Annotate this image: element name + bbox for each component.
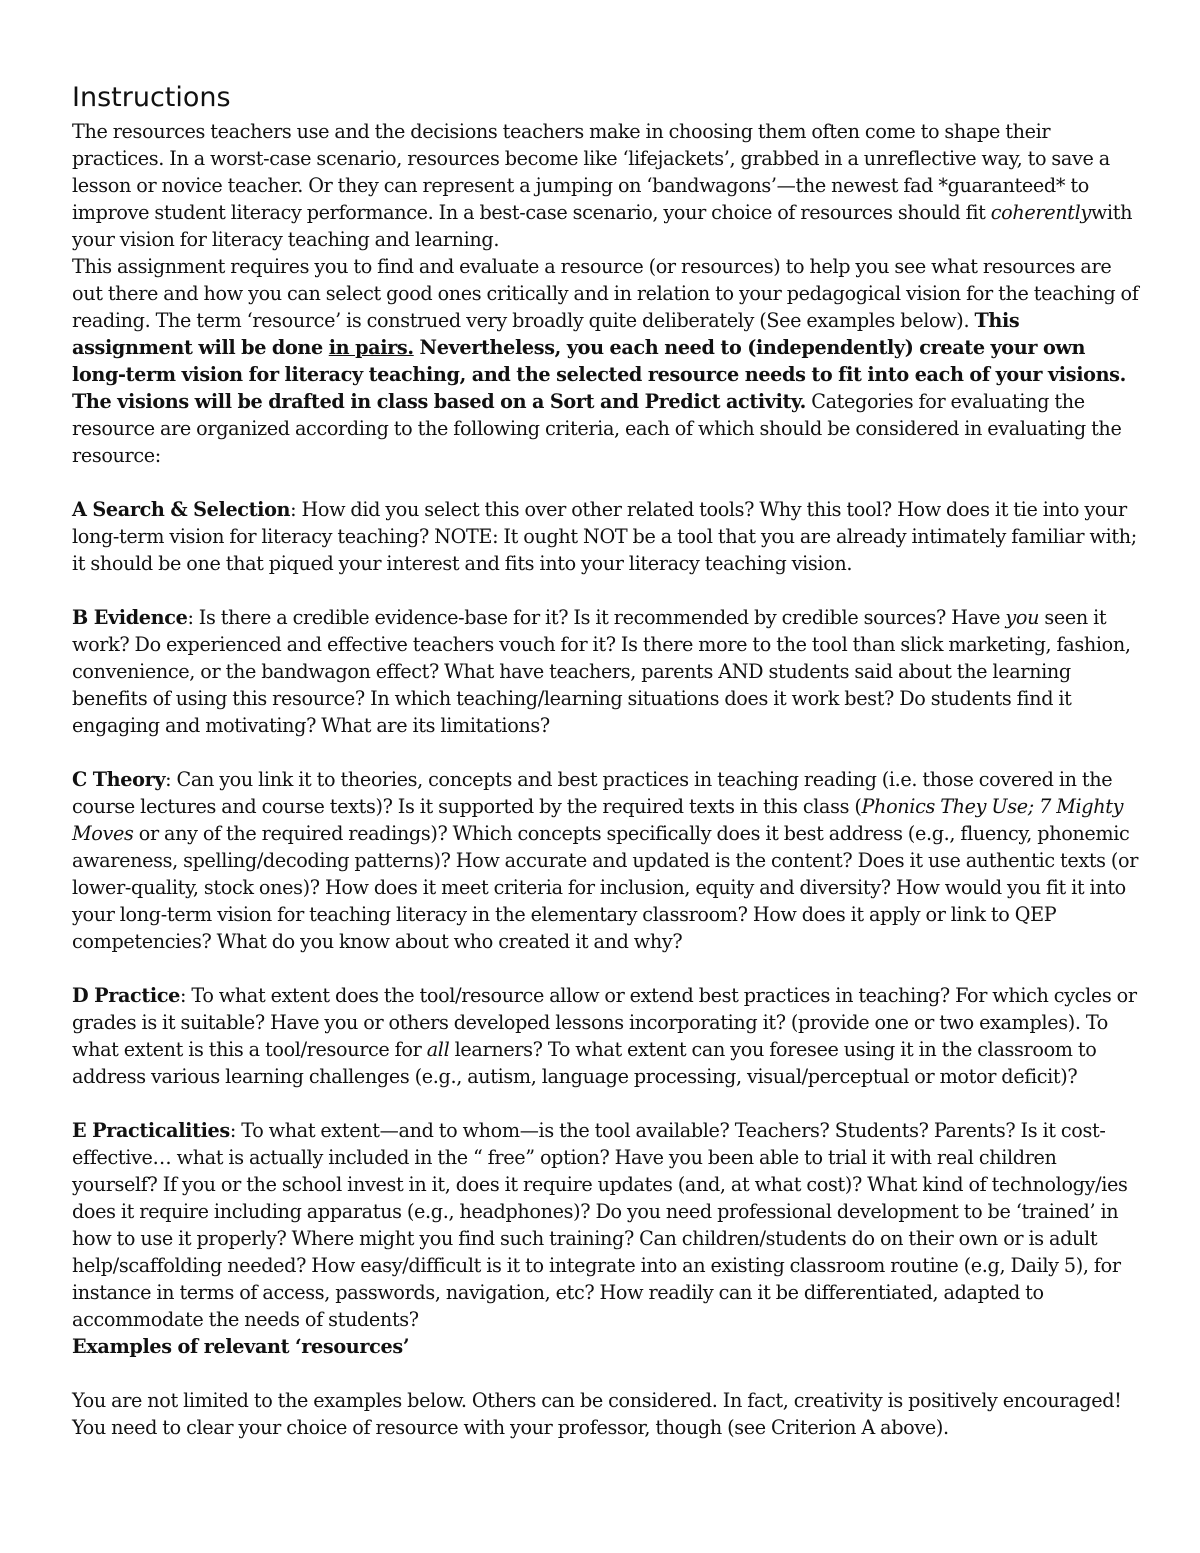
criterion-c-label: C Theory (72, 768, 166, 791)
intro-p1-text-b: with your vision for literacy teaching and learning. (72, 201, 1133, 251)
document-page (72, 78, 1142, 1441)
page-title: Instructions (72, 82, 231, 113)
criterion-a-label: A Search & Selection (72, 498, 291, 521)
criterion-a-text: : How did you select this over other related tools? Why this tool? How does it tie into your long-term vision for literacy teaching? NOTE: It ought NOT be a tool that you are already intimately familiar with; it should be one that piqued your interest and fits into your literacy teaching vision. (72, 498, 1137, 575)
criterion-a (72, 496, 1142, 577)
intro-paragraph-2 (72, 253, 1142, 469)
examples-heading (72, 1333, 1142, 1360)
criterion-b (72, 604, 1142, 739)
criterion-e-text: : To what extent—and to whom—is the tool available? Teachers? Students? Parents? Is it cost-effective… what is actually included in the “ free” option? Have you been able to trial it with real children yourself? If you or the school invest in it, does it require updates (and, at what cost)? What kind of technology/ies does it require including apparatus (e.g., headphones)? Do you need professional development to be ‘trained’ in how to use it properly? Where might you find such training? Can children/students do on their own or is adult help/scaffolding needed? How easy/difficult is it to integrate into an existing classroom routine (e.g, Daily 5), for instance in terms of access, passwords, navigation, etc? How readily can it be differentiated, adapted to accommodate the needs of students? (72, 1119, 1128, 1331)
examples-paragraph: You are not limited to the examples below. Others can be considered. In fact, creativity is positively encouraged! You need to clear your choice of resource with your professor, though (see Criterion A above). (72, 1389, 1122, 1439)
criterion-d-italic: all (426, 1038, 450, 1061)
intro-p2-bold-b: Nevertheless, you each need to (independently) create your own long-term vision for literacy teaching, and the selected resource needs to fit into each of your visions. The visions will be drafted in class based on a Sort and Predict activity. (72, 336, 1126, 413)
criterion-c-italic: Phonics They Use; 7 Mighty Moves (72, 795, 1124, 845)
criterion-d-label: D Practice (72, 984, 181, 1007)
criterion-b-text-b: seen it work? Do experienced and effective teachers vouch for it? Is there more to the tool than slick marketing, fashion, convenience, or the bandwagon effect? What have teachers, parents AND students said about the learning benefits of using this resource? In which teaching/learning situations does it work best? Do students find it engaging and motivating? What are its limitations? (72, 606, 1131, 737)
criterion-e (72, 1117, 1142, 1333)
intro-p1-text-a: The resources teachers use and the decisions teachers make in choosing them often come to shape their practices. In a worst-case scenario, resources become like ‘lifejackets’, grabbed in a unreflective way, to save a lesson or novice teacher. Or they can represent a jumping on ‘bandwagons’—the newest fad *guaranteed* to improve student literacy performance. In a best-case scenario, your choice of resources should fit (72, 120, 1110, 224)
criterion-d-text-a: : To what extent does the tool/resource allow or extend best practices in teaching? For which cycles or grades is it suitable? Have you or others developed lessons incorporating it? (provide one or two examples). To what extent is this a tool/resource for (72, 984, 1137, 1061)
intro-p2-bold-underline: in pairs. (328, 336, 414, 359)
criterion-e-label: E Practicalities (72, 1119, 230, 1142)
criterion-b-label: B Evidence (72, 606, 188, 629)
criterion-d (72, 982, 1142, 1090)
criterion-c-text-a: : Can you link it to theories, concepts and best practices in teaching reading (i.e. those covered in the course lectures and course texts)? Is it supported by the required texts in this class ( (72, 768, 1113, 818)
criterion-b-text-a: : Is there a credible evidence-base for it? Is it recommended by credible sources? Have (187, 606, 1006, 629)
criterion-c-text-b: or any of the required readings)? Which concepts specifically does it best address (e.g., fluency, phonemic awareness, spelling/decoding patterns)? How accurate and updated is the content? Does it use authentic texts (or lower-quality, stock ones)? How does it meet criteria for inclusion, equity and diversity? How would you fit it into your long-term vision for teaching literacy in the elementary classroom? How does it apply or link to QEP competencies? What do you know about who created it and why? (72, 822, 1139, 953)
examples-heading-text: Examples of relevant ‘resources’ (72, 1335, 410, 1358)
intro-paragraph-1 (72, 118, 1142, 253)
intro-p2-text-b: Categories for evaluating the resource are organized according to the following criteria, each of which should be considered in evaluating the resource: (72, 390, 1122, 467)
intro-p2-bold-a: This assignment will be done (72, 309, 1020, 359)
criterion-c (72, 766, 1142, 955)
intro-p2-text-a: This assignment requires you to find and evaluate a resource (or resources) to help you see what resources are out there and how you can select good ones critically and in relation to your pedagogical vision for the teaching of reading. The term ‘resource’ is construed very broadly quite deliberately (See examples below). (72, 255, 1139, 332)
intro-p1-italic: coherently (990, 201, 1091, 224)
criterion-b-italic: you (1005, 606, 1040, 629)
criterion-d-text-b: learners? To what extent can you foresee using it in the classroom to address various learning challenges (e.g., autism, language processing, visual/perceptual or motor deficit)? (72, 1038, 1097, 1088)
